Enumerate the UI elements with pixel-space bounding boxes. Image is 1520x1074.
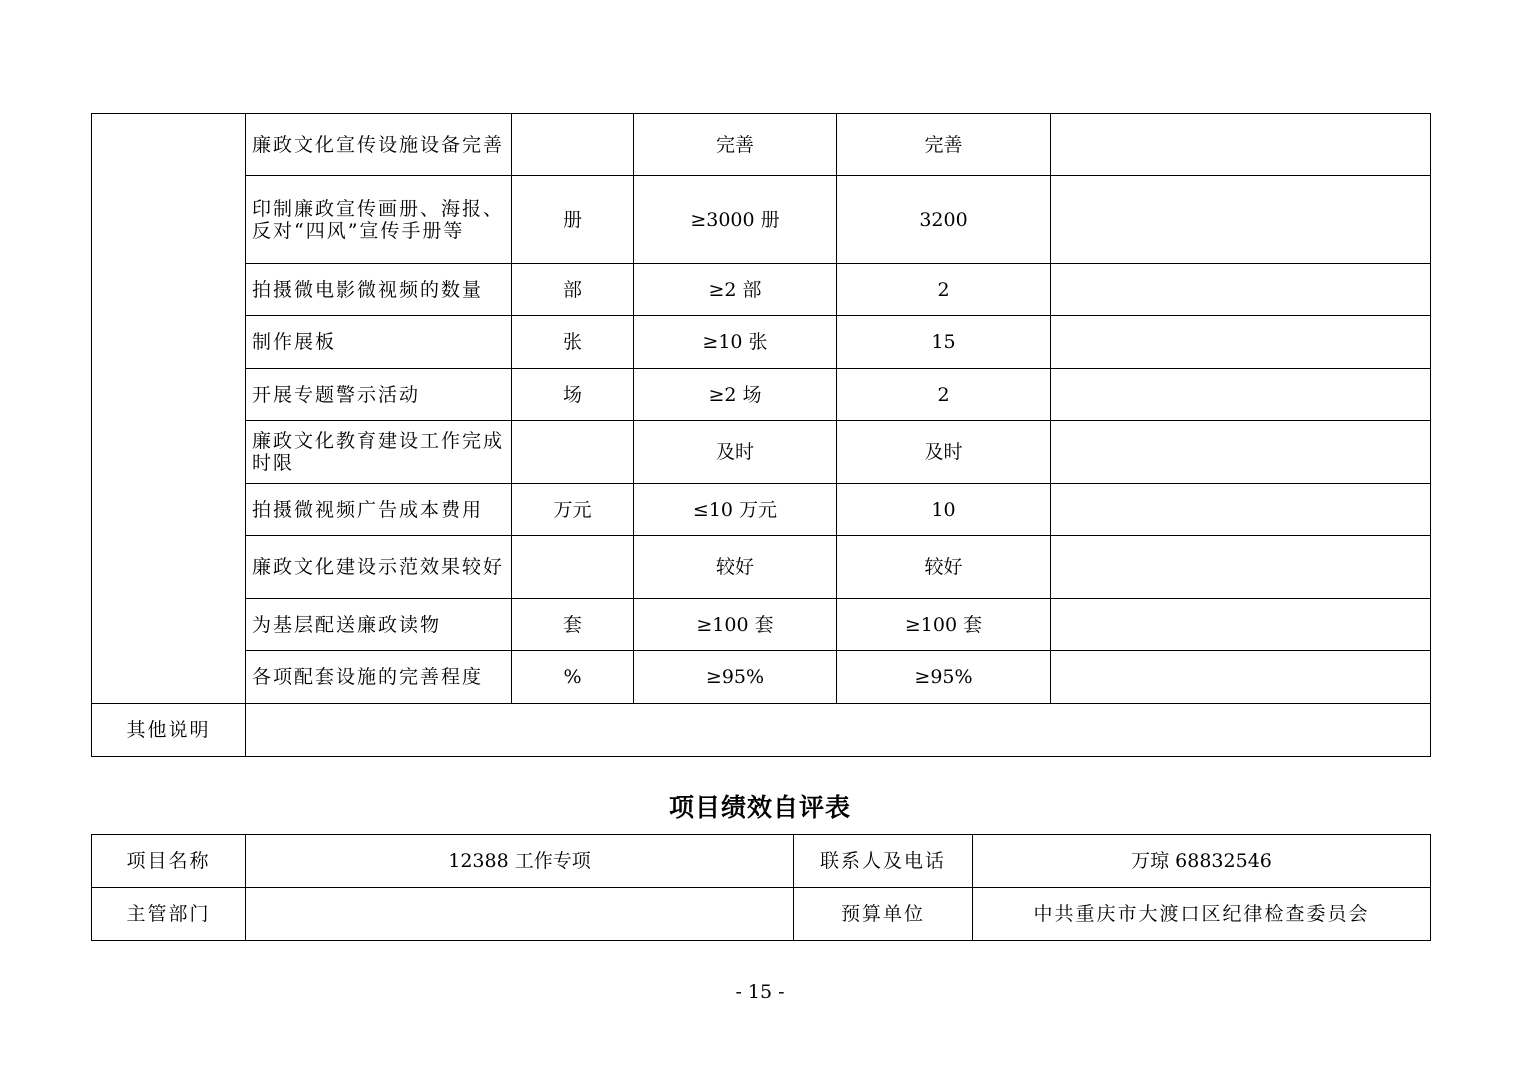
contact-value: 万琼 68832546 [973, 835, 1431, 888]
indicator-row [92, 484, 1431, 536]
indicator-note [1051, 421, 1431, 484]
indicator-actual: ≥100 套 [837, 599, 1051, 651]
indicator-note [1051, 176, 1431, 264]
other-notes-row [92, 704, 1431, 757]
indicator-row [92, 176, 1431, 264]
indicator-unit: 万元 [512, 484, 634, 536]
indicator-name: 廉政文化建设示范效果较好 [246, 536, 512, 599]
project-name-row [92, 835, 1431, 888]
indicator-unit: 张 [512, 316, 634, 369]
indicator-note [1051, 114, 1431, 176]
indicator-name: 拍摄微电影微视频的数量 [246, 264, 512, 316]
indicator-unit [512, 421, 634, 484]
indicator-note [1051, 316, 1431, 369]
dept-value [246, 888, 794, 941]
indicator-note [1051, 599, 1431, 651]
indicator-actual: 2 [837, 264, 1051, 316]
indicator-target: ≥2 场 [634, 369, 837, 421]
project-info-table [91, 834, 1431, 941]
section-title: 项目绩效自评表 [668, 793, 851, 822]
indicator-target: ≥95% [634, 651, 837, 704]
indicator-unit: 册 [512, 176, 634, 264]
indicator-unit: 套 [512, 599, 634, 651]
other-notes-label: 其他说明 [92, 704, 246, 757]
indicator-unit [512, 536, 634, 599]
category-cell [92, 114, 246, 704]
indicator-name: 各项配套设施的完善程度 [246, 651, 512, 704]
indicator-target: ≥2 部 [634, 264, 837, 316]
indicator-target: 完善 [634, 114, 837, 176]
other-notes-value [246, 704, 1431, 757]
project-name-label: 项目名称 [92, 835, 246, 888]
indicator-actual: 完善 [837, 114, 1051, 176]
indicator-actual: 及时 [837, 421, 1051, 484]
indicator-name: 为基层配送廉政读物 [246, 599, 512, 651]
indicator-name: 拍摄微视频广告成本费用 [246, 484, 512, 536]
indicator-row [92, 114, 1431, 176]
indicator-name: 廉政文化宣传设施设备完善 [246, 114, 512, 176]
indicator-target: ≤10 万元 [634, 484, 837, 536]
indicator-target: 及时 [634, 421, 837, 484]
indicator-row [92, 421, 1431, 484]
indicator-name: 制作展板 [246, 316, 512, 369]
indicator-name: 廉政文化教育建设工作完成时限 [246, 421, 512, 484]
department-row [92, 888, 1431, 941]
indicator-actual: 较好 [837, 536, 1051, 599]
indicator-row [92, 599, 1431, 651]
indicator-actual: 3200 [837, 176, 1051, 264]
dept-label: 主管部门 [92, 888, 246, 941]
indicator-row [92, 536, 1431, 599]
indicator-unit [512, 114, 634, 176]
indicator-row [92, 651, 1431, 704]
indicator-note [1051, 651, 1431, 704]
indicator-row [92, 264, 1431, 316]
indicator-note [1051, 369, 1431, 421]
budget-unit-value: 中共重庆市大渡口区纪律检查委员会 [973, 888, 1431, 941]
indicator-target: ≥10 张 [634, 316, 837, 369]
indicator-row [92, 369, 1431, 421]
indicator-unit: 部 [512, 264, 634, 316]
indicator-target: ≥100 套 [634, 599, 837, 651]
indicator-note [1051, 264, 1431, 316]
indicator-actual: 2 [837, 369, 1051, 421]
indicator-unit: 场 [512, 369, 634, 421]
indicator-table [91, 113, 1431, 757]
page-number: - 15 - [735, 981, 785, 1003]
indicator-note [1051, 484, 1431, 536]
project-name-value: 12388 工作专项 [246, 835, 794, 888]
indicator-actual: ≥95% [837, 651, 1051, 704]
indicator-name: 印制廉政宣传画册、海报、反对“四风”宣传手册等 [246, 176, 512, 264]
indicator-row [92, 316, 1431, 369]
indicator-target: 较好 [634, 536, 837, 599]
contact-label: 联系人及电话 [794, 835, 973, 888]
indicator-unit: % [512, 651, 634, 704]
indicator-actual: 15 [837, 316, 1051, 369]
budget-unit-label: 预算单位 [794, 888, 973, 941]
indicator-note [1051, 536, 1431, 599]
indicator-name: 开展专题警示活动 [246, 369, 512, 421]
indicator-target: ≥3000 册 [634, 176, 837, 264]
indicator-actual: 10 [837, 484, 1051, 536]
